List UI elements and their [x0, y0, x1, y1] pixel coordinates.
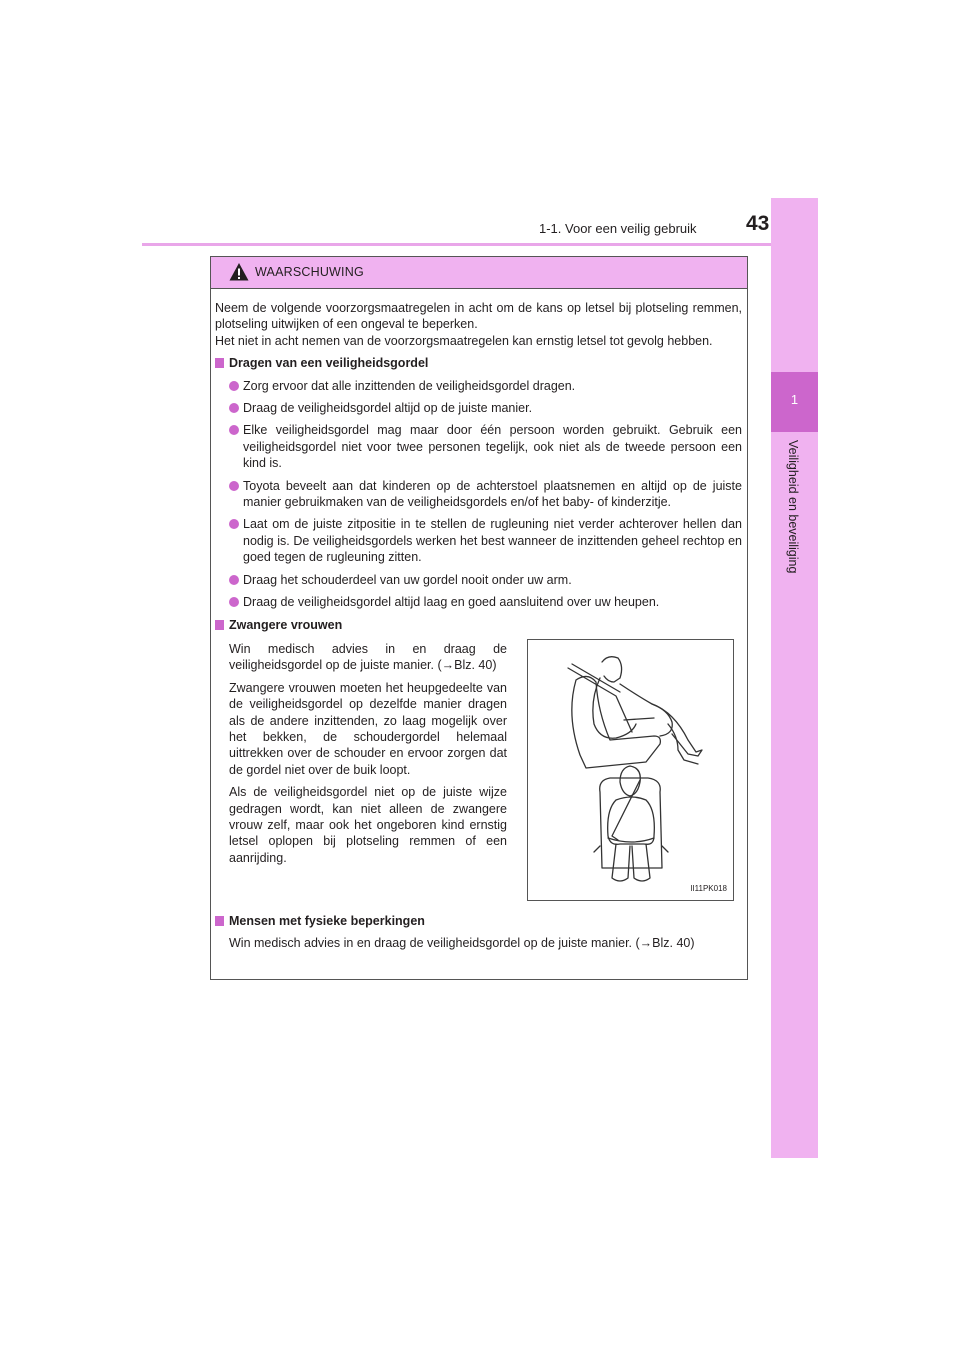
round-bullet-icon — [229, 381, 239, 391]
bullet-item — [229, 594, 742, 610]
chapter-side-tab — [771, 198, 818, 1158]
round-bullet-icon — [229, 575, 239, 585]
pregnant-section — [229, 639, 742, 907]
bullet-item — [229, 572, 742, 588]
disabled-paragraph: Win medisch advies in en draag de veiligheidsgordel op de juiste manier. (→Blz. 40) — [229, 936, 695, 951]
pregnant-seatbelt-drawing — [528, 640, 733, 900]
page-number: 43 — [746, 212, 770, 235]
warning-box — [210, 256, 748, 980]
bullet-text: Draag de veiligheidsgordel altijd laag en goed aansluitend over uw heupen. — [243, 595, 660, 610]
warning-intro — [215, 300, 742, 349]
square-bullet-icon — [215, 620, 224, 630]
section-heading-pregnant — [215, 617, 742, 633]
paragraph: Zwangere vrouwen moeten het heupgedeelte van de veiligheidsgordel op dezelfde manier dragen als de andere inzittenden, zo laag mogelijk over het bekken, de schoudergordel helemaal uittrekken over de schouder en ervoor zorgen dat de gordel niet over de buik loopt. — [229, 680, 507, 777]
round-bullet-icon — [229, 481, 239, 491]
paragraph: Win medisch advies in en draag de veiligheidsgordel op de juiste manier. (→Blz. 40) — [229, 641, 507, 673]
round-bullet-icon — [229, 425, 239, 435]
bullet-text: Elke veiligheidsgordel mag maar door één persoon worden gebruikt. Gebruik een veiligheidsgordel niet voor twee personen tegelijk, ook niet als de tweede persoon een kind is. — [243, 423, 742, 471]
section-heading-text: Zwangere vrouwen — [229, 617, 343, 632]
round-bullet-icon — [229, 597, 239, 607]
warning-intro-text: Neem de volgende voorzorgsmaatregelen in acht om de kans op letsel bij plotseling remmen, plotseling uitwijken of een ongeval te beperken. Het niet in acht nemen van de voorzorgsmaatregelen kan ernstig letsel tot gevolg hebben. — [215, 301, 742, 348]
square-bullet-icon — [215, 916, 224, 926]
pregnant-text — [229, 639, 507, 866]
bullet-item — [229, 422, 742, 471]
bullet-item — [229, 378, 742, 394]
seatbelt-illustration — [527, 639, 734, 901]
warning-content — [215, 300, 742, 952]
square-bullet-icon — [215, 358, 224, 368]
round-bullet-icon — [229, 403, 239, 413]
bullet-item — [229, 400, 742, 416]
bullet-text: Draag de veiligheidsgordel altijd op de juiste manier. — [243, 401, 533, 416]
bullet-text: Laat om de juiste zitpositie in te stellen de rugleuning niet verder achterover hellen dan nodig is. De veiligheidsgordels werken het best wanneer de inzittenden geheel rechtop en goed tegen de rugleuning zitten. — [243, 517, 742, 565]
paragraph: Als de veiligheidsgordel niet op de juiste wijze gedragen wordt, kan niet alleen de zwangere vrouw zelf, maar ook het ongeboren kind ernstig letsel oplopen bij plotseling remmen of een aanrijding. — [229, 785, 507, 865]
warning-triangle-icon — [229, 262, 249, 282]
header-rule — [142, 243, 818, 246]
chapter-title: Veiligheid en beveiliging — [786, 440, 800, 574]
round-bullet-icon — [229, 519, 239, 529]
bullet-text: Draag het schouderdeel van uw gordel nooit onder uw arm. — [243, 572, 572, 587]
section-heading-seatbelt — [215, 355, 742, 371]
bullet-item — [229, 478, 742, 511]
section-heading-text: Mensen met fysieke beperkingen — [229, 913, 425, 928]
warning-header — [211, 257, 747, 289]
warning-title: WAARSCHUWING — [255, 265, 364, 279]
bullet-item — [229, 516, 742, 565]
figure-code: II11PK018 — [690, 883, 727, 893]
bullet-text: Toyota beveelt aan dat kinderen op de achterstoel plaatsnemen en altijd op de juiste manier gebruikmaken van de veiligheidsgordels en/of het baby- of kinderzitje. — [243, 478, 742, 510]
section-heading-disabled — [215, 913, 742, 929]
bullet-text: Zorg ervoor dat alle inzittenden de veiligheidsgordel dragen. — [243, 378, 576, 393]
section-title: 1-1. Voor een veilig gebruik — [539, 221, 697, 236]
chapter-number: 1 — [790, 392, 799, 407]
section-heading-text: Dragen van een veiligheidsgordel — [229, 356, 429, 371]
